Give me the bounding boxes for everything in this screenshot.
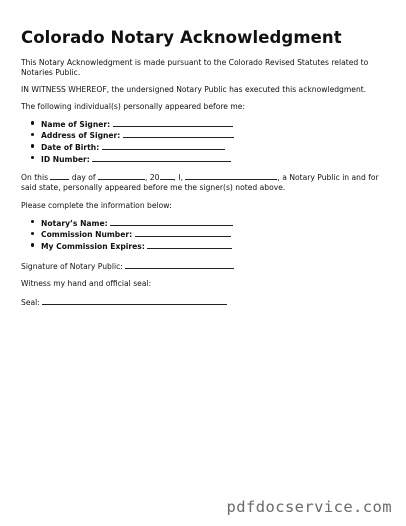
commission-number-label: Commission Number: (41, 230, 133, 240)
watermark-footer: pdfdocservice.com (226, 498, 392, 516)
date-of-birth-field (41, 141, 391, 153)
commission-number-field (41, 228, 391, 240)
notary-name-blank[interactable] (110, 217, 233, 226)
please-complete-text: Please complete the information below: (21, 200, 172, 210)
signer-address-field (41, 129, 391, 141)
signer-name-label: Name of Signer: (41, 119, 111, 129)
commission-expires-label: My Commission Expires: (41, 241, 145, 251)
on-this-text-2: day of (69, 173, 99, 183)
commission-expires-field (41, 240, 391, 252)
witness-statement: IN WITNESS WHEREOF, the undersigned Notary Public has executed this acknowledgment. (21, 85, 367, 95)
id-number-blank[interactable] (92, 153, 231, 162)
appeared-intro: The following individual(s) personally appeared before me: (21, 101, 246, 111)
id-number-field (41, 153, 391, 165)
commission-number-blank[interactable] (135, 228, 231, 237)
seal-line (21, 296, 391, 308)
document-title: Colorado Notary Acknowledgment (21, 28, 342, 47)
document-page (21, 27, 391, 308)
id-number-label: ID Number: (41, 154, 90, 164)
commission-expires-blank[interactable] (147, 240, 232, 249)
month-blank[interactable] (98, 171, 145, 180)
signer-address-label: Address of Signer: (41, 131, 121, 141)
seal-label: Seal: (21, 297, 40, 307)
year-blank[interactable] (160, 171, 174, 180)
signer-name-blank[interactable] (113, 118, 233, 127)
signer-address-blank[interactable] (123, 129, 234, 138)
on-this-text-3: , 20 (145, 173, 160, 183)
notary-name-field (41, 217, 391, 229)
date-of-birth-label: Date of Birth: (41, 143, 100, 152)
signer-name-field (41, 118, 391, 130)
on-this-text-4: , I, (173, 173, 186, 183)
date-of-birth-blank[interactable] (102, 141, 225, 150)
notary-name-label: Notary’s Name: (41, 218, 108, 228)
witness-seal-text: Witness my hand and official seal: (21, 278, 152, 288)
signature-blank[interactable] (125, 260, 234, 269)
signature-label: Signature of Notary Public: (21, 261, 123, 271)
on-this-paragraph (21, 171, 391, 193)
on-this-text-1: On this (21, 173, 51, 183)
day-blank[interactable] (50, 171, 69, 180)
notary-fields-list (21, 217, 391, 252)
intro-paragraph: This Notary Acknowledgment is made pursuant to the Colorado Revised Statutes related to Notaries Public. (21, 58, 369, 78)
seal-blank[interactable] (42, 296, 227, 305)
signer-fields-list (21, 118, 391, 164)
signature-line (21, 260, 391, 272)
notary-name-inline-blank[interactable] (185, 171, 277, 180)
on-this-text-5: , a Notary Public in and for said state, personally appeared before me the signer(s) noted above. (21, 173, 379, 193)
